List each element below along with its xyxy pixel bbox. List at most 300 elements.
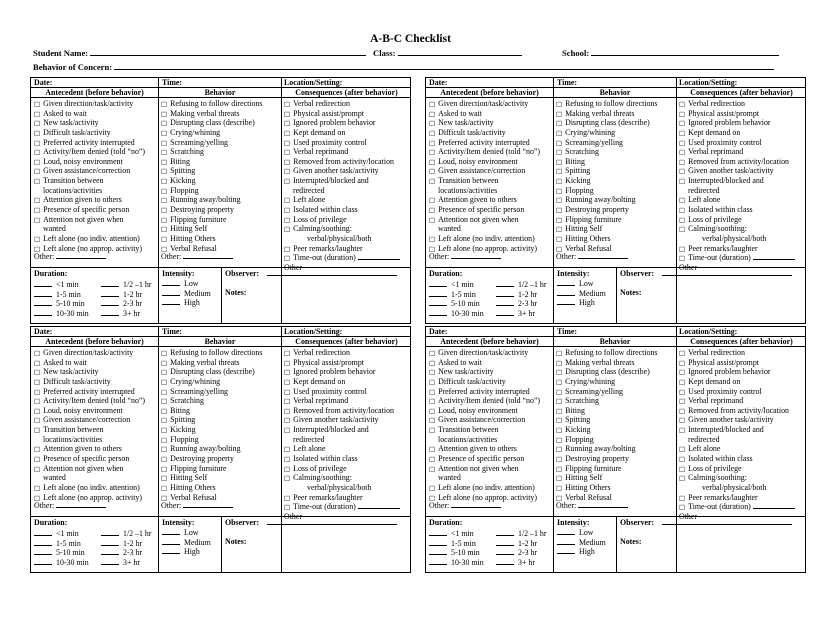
duration-option-blank[interactable] bbox=[101, 548, 119, 555]
intensity-option-blank[interactable] bbox=[557, 538, 575, 545]
antecedent-checkbox-item[interactable]: □ Difficult task/activity bbox=[34, 128, 145, 138]
duration-label: Duration: bbox=[429, 269, 463, 278]
consequence-checkbox-item[interactable]: □ Given another task/activity bbox=[679, 166, 795, 176]
duration-options-left bbox=[34, 529, 89, 568]
duration-option-blank[interactable] bbox=[429, 558, 447, 565]
behavior-checkbox-item[interactable]: □ Disrupting class (describe) bbox=[556, 367, 657, 377]
antecedent-checkbox-item[interactable]: □ Left alone (no indiv. attention) bbox=[34, 234, 145, 244]
behavior-checkbox-item[interactable]: □ Refusing to follow directions bbox=[556, 348, 657, 358]
antecedent-checkbox-item[interactable]: □ Left alone (no indiv. attention) bbox=[429, 483, 540, 493]
behavior-concern-field[interactable] bbox=[114, 62, 774, 70]
duration-option[interactable] bbox=[496, 558, 547, 568]
intensity-option[interactable] bbox=[557, 547, 606, 557]
behavior-checkbox-item[interactable]: □ Spitting bbox=[161, 166, 262, 176]
behavior-checkbox-item[interactable]: □ Flipping furniture bbox=[556, 464, 657, 474]
behavior-checkbox-item[interactable]: □ Hitting Self bbox=[161, 224, 262, 234]
duration-option[interactable] bbox=[496, 309, 547, 319]
behavior-checkbox-item[interactable]: □ Running away/bolting bbox=[556, 444, 657, 454]
behavior-checkbox-item[interactable]: □ Screaming/yelling bbox=[161, 138, 262, 148]
antecedent-checkbox-item[interactable]: □ Attention not given when bbox=[429, 464, 540, 474]
consequence-checkbox-item[interactable]: □ Removed from activity/location bbox=[284, 406, 400, 416]
observer-label: Observer: bbox=[225, 518, 260, 527]
intensity-option-blank[interactable] bbox=[162, 538, 180, 545]
duration-option-blank[interactable] bbox=[101, 539, 119, 546]
intensity-option[interactable] bbox=[557, 279, 606, 289]
consequence-checkbox-item[interactable]: □ Left alone bbox=[679, 195, 795, 205]
antecedent-checkbox-item[interactable]: □ Attention given to others bbox=[429, 195, 540, 205]
behavior-checkbox-item[interactable]: □ Verbal Refusal bbox=[161, 493, 262, 503]
observer-field[interactable] bbox=[662, 268, 792, 276]
antecedent-checkbox-item[interactable]: □ Given assistance/correction bbox=[34, 415, 145, 425]
behavior-other-field[interactable] bbox=[578, 252, 628, 259]
antecedent-checkbox-item[interactable]: □ Presence of specific person bbox=[429, 454, 540, 464]
duration-option-blank[interactable] bbox=[34, 309, 52, 316]
behavior-checkbox-item[interactable]: □ Hitting Self bbox=[161, 473, 262, 483]
consequence-checkbox-item[interactable]: □ Removed from activity/location bbox=[284, 157, 400, 167]
timeout-duration-field[interactable] bbox=[753, 253, 795, 260]
antecedent-checkbox-item[interactable]: □ Given direction/task/activity bbox=[34, 348, 145, 358]
behavior-checkbox-item[interactable]: □ Hitting Self bbox=[556, 224, 657, 234]
antecedent-checkbox-item[interactable]: □ Presence of specific person bbox=[34, 454, 145, 464]
consequence-checkbox-item[interactable]: □ Ignored problem behavior bbox=[679, 118, 795, 128]
duration-option[interactable] bbox=[101, 290, 152, 300]
behavior-checkbox-item[interactable]: □ Screaming/yelling bbox=[161, 387, 262, 397]
behavior-other bbox=[161, 252, 233, 262]
timeout-duration-field[interactable] bbox=[753, 502, 795, 509]
duration-option-blank[interactable] bbox=[34, 529, 52, 536]
consequence-checkbox-item[interactable]: □ Time-out (duration) bbox=[679, 253, 795, 263]
duration-options-right bbox=[496, 529, 547, 568]
antecedent-other-label: Other: bbox=[429, 501, 450, 510]
consequence-checkbox-item[interactable]: □ Left alone bbox=[679, 444, 795, 454]
antecedent-checkbox-item[interactable]: □ Activity/Item denied (told “no”) bbox=[34, 396, 145, 406]
intensity-option[interactable] bbox=[557, 298, 606, 308]
intensity-option-blank[interactable] bbox=[557, 298, 575, 305]
consequence-checkbox-item[interactable]: □ Peer remarks/laughter bbox=[284, 493, 400, 503]
antecedent-checkbox-item[interactable]: □ Difficult task/activity bbox=[34, 377, 145, 387]
consequence-checkbox-item[interactable]: □ Verbal reprimand bbox=[284, 147, 400, 157]
antecedent-checkbox-item[interactable]: □ Transition between bbox=[34, 176, 145, 186]
antecedent-checkbox-item[interactable]: □ Difficult task/activity bbox=[429, 128, 540, 138]
duration-option[interactable] bbox=[429, 558, 484, 568]
antecedent-checkbox-item[interactable]: □ Preferred activity interrupted bbox=[429, 138, 540, 148]
behavior-checkbox-item[interactable]: □ Kicking bbox=[556, 176, 657, 186]
school-row bbox=[562, 48, 779, 58]
consequence-checkbox-item[interactable]: □ Kept demand on bbox=[679, 128, 795, 138]
behavior-checkbox-item[interactable]: □ Destroying property bbox=[556, 205, 657, 215]
consequence-checkbox-item[interactable]: □ Interrupted/blocked and bbox=[284, 425, 400, 435]
duration-option[interactable] bbox=[34, 309, 89, 319]
duration-option[interactable] bbox=[496, 539, 547, 549]
intensity-option[interactable] bbox=[162, 538, 211, 548]
consequence-checkbox-item[interactable]: □ Kept demand on bbox=[679, 377, 795, 387]
antecedent-header: Antecedent (before behavior) bbox=[45, 88, 144, 97]
consequence-checkbox-item[interactable]: □ Time-out (duration) bbox=[284, 502, 400, 512]
intensity-option-blank[interactable] bbox=[162, 279, 180, 286]
duration-option[interactable] bbox=[496, 299, 547, 309]
behavior-checkbox-item[interactable]: □ Flopping bbox=[161, 186, 262, 196]
duration-option-blank[interactable] bbox=[429, 539, 447, 546]
duration-option-blank[interactable] bbox=[496, 529, 514, 536]
behavior-checkbox-item[interactable]: □ Spitting bbox=[161, 415, 262, 425]
consequence-other-label: Other bbox=[284, 511, 302, 521]
intensity-option[interactable] bbox=[162, 279, 211, 289]
antecedent-checkbox-item[interactable]: □ Attention given to others bbox=[34, 444, 145, 454]
consequence-checkbox-item[interactable]: □ Loss of privilege bbox=[679, 215, 795, 225]
intensity-option-blank[interactable] bbox=[162, 298, 180, 305]
duration-option[interactable] bbox=[429, 280, 484, 290]
behavior-checkbox-item[interactable]: □ Hitting Others bbox=[161, 483, 262, 493]
antecedent-checkbox-item[interactable]: □ Asked to wait bbox=[34, 358, 145, 368]
duration-option[interactable] bbox=[496, 290, 547, 300]
duration-option[interactable] bbox=[34, 539, 89, 549]
consequence-checkbox-item[interactable]: □ Physical assist/prompt bbox=[284, 358, 400, 368]
behavior-checkbox-item[interactable]: □ Verbal Refusal bbox=[161, 244, 262, 254]
consequence-checkbox-item[interactable]: □ Interrupted/blocked and bbox=[284, 176, 400, 186]
consequence-checkbox-item[interactable]: □ Physical assist/prompt bbox=[679, 109, 795, 119]
duration-option-blank[interactable] bbox=[496, 290, 514, 297]
intensity-option-blank[interactable] bbox=[162, 547, 180, 554]
duration-option-blank[interactable] bbox=[429, 529, 447, 536]
antecedent-checkbox-item[interactable]: □ Activity/Item denied (told “no”) bbox=[429, 396, 540, 406]
duration-option[interactable] bbox=[34, 290, 89, 300]
behavior-checkbox-item[interactable]: □ Disrupting class (describe) bbox=[556, 118, 657, 128]
behavior-checkbox-item[interactable]: □ Making verbal threats bbox=[556, 358, 657, 368]
consequence-checkbox-item[interactable]: □ Calming/soothing: bbox=[284, 473, 400, 483]
consequence-checkbox-item[interactable]: □ Physical assist/prompt bbox=[284, 109, 400, 119]
consequence-checkbox-item[interactable]: □ Loss of privilege bbox=[679, 464, 795, 474]
duration-option[interactable] bbox=[496, 529, 547, 539]
behavior-checkbox-item[interactable]: □ Flipping furniture bbox=[161, 464, 262, 474]
antecedent-checkbox-item[interactable]: □ Preferred activity interrupted bbox=[34, 387, 145, 397]
behavior-checkbox-item[interactable]: □ Hitting Others bbox=[556, 234, 657, 244]
antecedent-checkbox-item[interactable]: □ New task/activity bbox=[34, 367, 145, 377]
consequence-checkbox-item[interactable]: □ Used proximity control bbox=[679, 138, 795, 148]
duration-option[interactable] bbox=[34, 299, 89, 309]
behavior-checkbox-item[interactable]: □ Flopping bbox=[556, 435, 657, 445]
intensity-option[interactable] bbox=[557, 528, 606, 538]
consequence-checkbox-item[interactable]: □ Left alone bbox=[284, 195, 400, 205]
intensity-option-blank[interactable] bbox=[557, 279, 575, 286]
student-name-field[interactable] bbox=[90, 48, 366, 56]
intensity-option-blank[interactable] bbox=[557, 289, 575, 296]
consequence-checkbox-item[interactable]: □ Ignored problem behavior bbox=[284, 367, 400, 377]
consequence-checkbox-item[interactable]: □ Used proximity control bbox=[284, 138, 400, 148]
intensity-option[interactable] bbox=[162, 528, 211, 538]
duration-option-blank[interactable] bbox=[101, 558, 119, 565]
intensity-option[interactable] bbox=[162, 547, 211, 557]
duration-option[interactable] bbox=[429, 290, 484, 300]
duration-option-label: 1-2 hr bbox=[123, 289, 143, 299]
behavior-checkbox-item[interactable]: □ Scratching bbox=[556, 396, 657, 406]
class-field[interactable] bbox=[398, 48, 522, 56]
behavior-checkbox-item[interactable]: □ Making verbal threats bbox=[161, 358, 262, 368]
duration-option[interactable] bbox=[429, 548, 484, 558]
behavior-checkbox-item[interactable]: □ Crying/whining bbox=[556, 377, 657, 387]
behavior-checkbox-item[interactable]: □ Disrupting class (describe) bbox=[161, 367, 262, 377]
consequence-checkbox-item[interactable]: □ Given another task/activity bbox=[679, 415, 795, 425]
antecedent-checkbox-item[interactable]: □ Attention given to others bbox=[429, 444, 540, 454]
intensity-option-blank[interactable] bbox=[162, 528, 180, 535]
duration-option-blank[interactable] bbox=[101, 299, 119, 306]
duration-option-blank[interactable] bbox=[496, 280, 514, 287]
behavior-checkbox-item[interactable]: □ Destroying property bbox=[556, 454, 657, 464]
antecedent-checkbox-item[interactable]: □ Given direction/task/activity bbox=[34, 99, 145, 109]
antecedent-other-field[interactable] bbox=[56, 252, 106, 259]
behavior-checkbox-item[interactable]: □ Making verbal threats bbox=[556, 109, 657, 119]
antecedent-checkbox-item[interactable]: □ Presence of specific person bbox=[34, 205, 145, 215]
duration-option[interactable] bbox=[429, 529, 484, 539]
duration-option[interactable] bbox=[34, 558, 89, 568]
consequence-checkbox-item[interactable]: □ Loss of privilege bbox=[284, 464, 400, 474]
behavior-checkbox-item[interactable]: □ Kicking bbox=[161, 176, 262, 186]
duration-option-blank[interactable] bbox=[429, 280, 447, 287]
antecedent-checkbox-item[interactable]: □ Left alone (no approp. activity) bbox=[34, 493, 145, 503]
antecedent-other-field[interactable] bbox=[451, 252, 501, 259]
behavior-checkbox-item[interactable]: □ Biting bbox=[161, 157, 262, 167]
behavior-checkbox-item[interactable]: □ Scratching bbox=[556, 147, 657, 157]
antecedent-checkbox-item[interactable]: □ Preferred activity interrupted bbox=[34, 138, 145, 148]
antecedent-checkbox-item[interactable]: □ New task/activity bbox=[429, 367, 540, 377]
antecedent-checkbox-item[interactable]: □ New task/activity bbox=[34, 118, 145, 128]
antecedent-other-field[interactable] bbox=[56, 501, 106, 508]
duration-option-blank[interactable] bbox=[429, 290, 447, 297]
behavior-checkbox-item[interactable]: □ Crying/whining bbox=[161, 128, 262, 138]
consequence-checkbox-item[interactable]: □ Kept demand on bbox=[284, 377, 400, 387]
observer-field[interactable] bbox=[662, 517, 792, 525]
consequence-checkbox-item[interactable]: □ Peer remarks/laughter bbox=[679, 244, 795, 254]
duration-option-blank[interactable] bbox=[496, 539, 514, 546]
duration-option-blank[interactable] bbox=[34, 299, 52, 306]
antecedent-checkbox-item[interactable]: □ Difficult task/activity bbox=[429, 377, 540, 387]
duration-option-blank[interactable] bbox=[496, 309, 514, 316]
duration-option-blank[interactable] bbox=[429, 299, 447, 306]
antecedent-checkbox-item[interactable]: □ Loud, noisy environment bbox=[429, 157, 540, 167]
duration-option[interactable] bbox=[101, 299, 152, 309]
antecedent-checkbox-item[interactable]: □ Asked to wait bbox=[34, 109, 145, 119]
behavior-checkbox-item[interactable]: □ Running away/bolting bbox=[161, 195, 262, 205]
consequence-checkbox-item[interactable]: □ Time-out (duration) bbox=[284, 253, 400, 263]
behavior-checkbox-item[interactable]: □ Destroying property bbox=[161, 205, 262, 215]
consequence-checkbox-item[interactable]: □ Removed from activity/location bbox=[679, 157, 795, 167]
intensity-option[interactable] bbox=[557, 289, 606, 299]
antecedent-checkbox-item[interactable]: □ Attention given to others bbox=[34, 195, 145, 205]
duration-option[interactable] bbox=[429, 539, 484, 549]
behavior-checkbox-item[interactable]: □ Biting bbox=[556, 157, 657, 167]
antecedent-checkbox-item[interactable]: □ Transition between bbox=[429, 425, 540, 435]
antecedent-checkbox-item[interactable]: □ Given direction/task/activity bbox=[429, 99, 540, 109]
behavior-checkbox-item[interactable]: □ Refusing to follow directions bbox=[556, 99, 657, 109]
duration-option-blank[interactable] bbox=[429, 548, 447, 555]
antecedent-checkbox-item[interactable]: □ Loud, noisy environment bbox=[34, 157, 145, 167]
behavior-checkbox-item[interactable]: □ Running away/bolting bbox=[556, 195, 657, 205]
duration-option-blank[interactable] bbox=[101, 529, 119, 536]
school-field[interactable] bbox=[591, 48, 779, 56]
behavior-checkbox-item[interactable]: □ Flipping furniture bbox=[161, 215, 262, 225]
antecedent-checkbox-item[interactable]: □ Given assistance/correction bbox=[429, 415, 540, 425]
antecedent-checkbox-item[interactable]: □ Presence of specific person bbox=[429, 205, 540, 215]
duration-option-blank[interactable] bbox=[101, 290, 119, 297]
consequence-checkbox-item[interactable]: □ Interrupted/blocked and bbox=[679, 176, 795, 186]
consequence-checkbox-item[interactable]: □ Used proximity control bbox=[679, 387, 795, 397]
duration-option-blank[interactable] bbox=[34, 290, 52, 297]
behavior-checkbox-item[interactable]: □ Kicking bbox=[161, 425, 262, 435]
antecedent-checkbox-item[interactable]: □ Loud, noisy environment bbox=[429, 406, 540, 416]
behavior-checkbox-item[interactable]: □ Biting bbox=[161, 406, 262, 416]
behavior-checkbox-item[interactable]: □ Verbal Refusal bbox=[556, 493, 657, 503]
consequence-checkbox-item[interactable]: □ Time-out (duration) bbox=[679, 502, 795, 512]
duration-option[interactable] bbox=[101, 548, 152, 558]
behavior-checkbox-item[interactable]: □ Hitting Others bbox=[161, 234, 262, 244]
duration-option-blank[interactable] bbox=[34, 548, 52, 555]
behavior-checkbox-item[interactable]: □ Scratching bbox=[161, 147, 262, 157]
timeout-duration-field[interactable] bbox=[358, 502, 400, 509]
duration-option-blank[interactable] bbox=[34, 539, 52, 546]
antecedent-checkbox-item[interactable]: □ Left alone (no approp. activity) bbox=[34, 244, 145, 254]
antecedent-checkbox-item[interactable]: □ Loud, noisy environment bbox=[34, 406, 145, 416]
antecedent-checkbox-item[interactable]: □ Transition between bbox=[429, 176, 540, 186]
behavior-checkbox-item[interactable]: □ Scratching bbox=[161, 396, 262, 406]
antecedent-checkbox-item[interactable]: □ Attention not given when bbox=[34, 215, 145, 225]
duration-option[interactable] bbox=[496, 548, 547, 558]
intensity-option-blank[interactable] bbox=[162, 289, 180, 296]
behavior-checkbox-item[interactable]: □ Kicking bbox=[556, 425, 657, 435]
behavior-checkbox-item[interactable]: □ Flipping furniture bbox=[556, 215, 657, 225]
antecedent-checkbox-item[interactable]: □ Asked to wait bbox=[429, 109, 540, 119]
consequence-checkbox-item[interactable]: □ Given another task/activity bbox=[284, 415, 400, 425]
behavior-other-field[interactable] bbox=[183, 501, 233, 508]
antecedent-checkbox-item[interactable]: □ Left alone (no approp. activity) bbox=[429, 244, 540, 254]
consequence-checkbox-item[interactable]: □ Verbal redirection bbox=[679, 99, 795, 109]
antecedent-checkbox-item[interactable]: □ New task/activity bbox=[429, 118, 540, 128]
duration-option-blank[interactable] bbox=[34, 280, 52, 287]
antecedent-checkbox-item[interactable]: □ Given direction/task/activity bbox=[429, 348, 540, 358]
behavior-checkbox-item[interactable]: □ Biting bbox=[556, 406, 657, 416]
antecedent-checkbox-item[interactable]: □ Left alone (no approp. activity) bbox=[429, 493, 540, 503]
antecedent-checkbox-item[interactable]: □ Attention not given when bbox=[429, 215, 540, 225]
behavior-checkbox-item[interactable]: □ Verbal Refusal bbox=[556, 244, 657, 254]
behavior-checkbox-item[interactable]: □ Flopping bbox=[556, 186, 657, 196]
behavior-checkbox-item[interactable]: □ Refusing to follow directions bbox=[161, 99, 262, 109]
consequence-checkbox-item[interactable]: □ Peer remarks/laughter bbox=[679, 493, 795, 503]
duration-option-blank[interactable] bbox=[496, 299, 514, 306]
consequence-checkbox-item[interactable]: □ Verbal reprimand bbox=[679, 396, 795, 406]
consequence-checkbox-item[interactable]: □ Isolated within class bbox=[284, 454, 400, 464]
behavior-checkbox-item[interactable]: □ Refusing to follow directions bbox=[161, 348, 262, 358]
duration-option[interactable] bbox=[496, 280, 547, 290]
behavior-checkbox-item[interactable]: □ Making verbal threats bbox=[161, 109, 262, 119]
antecedent-checkbox-item[interactable]: □ Asked to wait bbox=[429, 358, 540, 368]
behavior-checkbox-item[interactable]: □ Spitting bbox=[556, 415, 657, 425]
antecedent-checkbox-item[interactable]: □ Preferred activity interrupted bbox=[429, 387, 540, 397]
consequence-checkbox-item[interactable]: □ Verbal redirection bbox=[679, 348, 795, 358]
behavior-checkbox-item[interactable]: □ Crying/whining bbox=[556, 128, 657, 138]
timeout-duration-field[interactable] bbox=[358, 253, 400, 260]
behavior-checkbox-item[interactable]: □ Hitting Others bbox=[556, 483, 657, 493]
duration-option-blank[interactable] bbox=[496, 548, 514, 555]
behavior-checkbox-item[interactable]: □ Running away/bolting bbox=[161, 444, 262, 454]
duration-option-blank[interactable] bbox=[101, 280, 119, 287]
duration-option[interactable] bbox=[101, 280, 152, 290]
antecedent-checkbox-item[interactable]: □ Transition between bbox=[34, 425, 145, 435]
antecedent-checkbox-item[interactable]: □ Given assistance/correction bbox=[429, 166, 540, 176]
duration-option[interactable] bbox=[101, 539, 152, 549]
duration-option-blank[interactable] bbox=[429, 309, 447, 316]
behavior-checkbox-item[interactable]: □ Screaming/yelling bbox=[556, 387, 657, 397]
intensity-option-blank[interactable] bbox=[557, 547, 575, 554]
consequence-checkbox-item[interactable]: □ Verbal redirection bbox=[284, 99, 400, 109]
consequence-checkbox-item[interactable]: □ Physical assist/prompt bbox=[679, 358, 795, 368]
duration-option[interactable] bbox=[429, 309, 484, 319]
consequence-checkbox-item[interactable]: □ Verbal reprimand bbox=[679, 147, 795, 157]
consequence-checkbox-item[interactable]: □ Isolated within class bbox=[679, 205, 795, 215]
intensity-option[interactable] bbox=[162, 298, 211, 308]
consequence-checkbox-item[interactable]: □ Kept demand on bbox=[284, 128, 400, 138]
behavior-checkbox-item[interactable]: □ Flopping bbox=[161, 435, 262, 445]
antecedent-other bbox=[34, 501, 106, 511]
consequence-checkbox-item[interactable]: □ Isolated within class bbox=[284, 205, 400, 215]
consequence-checkbox-item[interactable]: □ Isolated within class bbox=[679, 454, 795, 464]
antecedent-checkbox-item[interactable]: □ Left alone (no indiv. attention) bbox=[34, 483, 145, 493]
behavior-other-field[interactable] bbox=[578, 501, 628, 508]
behavior-checkbox-item[interactable]: □ Destroying property bbox=[161, 454, 262, 464]
consequence-checkbox-item[interactable]: □ Given another task/activity bbox=[284, 166, 400, 176]
duration-option[interactable] bbox=[429, 299, 484, 309]
duration-option-blank[interactable] bbox=[496, 558, 514, 565]
antecedent-other-field[interactable] bbox=[451, 501, 501, 508]
duration-option[interactable] bbox=[34, 280, 89, 290]
consequence-checkbox-item[interactable]: □ Calming/soothing: bbox=[679, 473, 795, 483]
consequence-checkbox-item[interactable]: □ Removed from activity/location bbox=[679, 406, 795, 416]
consequence-checkbox-item[interactable]: □ Ignored problem behavior bbox=[284, 118, 400, 128]
consequence-checkbox-item[interactable]: □ Calming/soothing: bbox=[284, 224, 400, 234]
consequence-checkbox-item[interactable]: □ Verbal redirection bbox=[284, 348, 400, 358]
duration-option[interactable] bbox=[101, 529, 152, 539]
antecedent-checkbox-item[interactable]: □ Left alone (no indiv. attention) bbox=[429, 234, 540, 244]
behavior-checkbox-item[interactable]: □ Screaming/yelling bbox=[556, 138, 657, 148]
antecedent-checkbox-item[interactable]: □ Given assistance/correction bbox=[34, 166, 145, 176]
abc-panel bbox=[30, 326, 411, 573]
duration-option[interactable] bbox=[101, 558, 152, 568]
duration-option-blank[interactable] bbox=[34, 558, 52, 565]
consequence-checkbox-item[interactable]: □ Calming/soothing: bbox=[679, 224, 795, 234]
consequence-checkbox-item[interactable]: □ Used proximity control bbox=[284, 387, 400, 397]
duration-option-blank[interactable] bbox=[101, 309, 119, 316]
duration-option[interactable] bbox=[101, 309, 152, 319]
behavior-checkbox-item[interactable]: □ Spitting bbox=[556, 166, 657, 176]
duration-option[interactable] bbox=[34, 548, 89, 558]
behavior-checkbox-item[interactable]: □ Hitting Self bbox=[556, 473, 657, 483]
consequence-checkbox-item[interactable]: □ Peer remarks/laughter bbox=[284, 244, 400, 254]
intensity-option-blank[interactable] bbox=[557, 528, 575, 535]
behavior-other-field[interactable] bbox=[183, 252, 233, 259]
antecedent-checkbox-item[interactable]: □ Activity/Item denied (told “no”) bbox=[34, 147, 145, 157]
consequence-checkbox-item[interactable]: □ Interrupted/blocked and bbox=[679, 425, 795, 435]
consequence-checkbox-item[interactable]: □ Left alone bbox=[284, 444, 400, 454]
consequence-checkbox-item[interactable]: □ Loss of privilege bbox=[284, 215, 400, 225]
intensity-option[interactable] bbox=[162, 289, 211, 299]
intensity-option[interactable] bbox=[557, 538, 606, 548]
observer-field[interactable] bbox=[267, 517, 397, 525]
antecedent-checkbox-item[interactable]: □ Activity/Item denied (told “no”) bbox=[429, 147, 540, 157]
duration-option[interactable] bbox=[34, 529, 89, 539]
antecedent-checkbox-item[interactable]: □ Attention not given when bbox=[34, 464, 145, 474]
behavior-checkbox-item[interactable]: □ Disrupting class (describe) bbox=[161, 118, 262, 128]
observer-field[interactable] bbox=[267, 268, 397, 276]
behavior-checkbox-item[interactable]: □ Crying/whining bbox=[161, 377, 262, 387]
consequence-checkbox-item[interactable]: □ Verbal reprimand bbox=[284, 396, 400, 406]
consequence-checkbox-item[interactable]: □ Ignored problem behavior bbox=[679, 367, 795, 377]
